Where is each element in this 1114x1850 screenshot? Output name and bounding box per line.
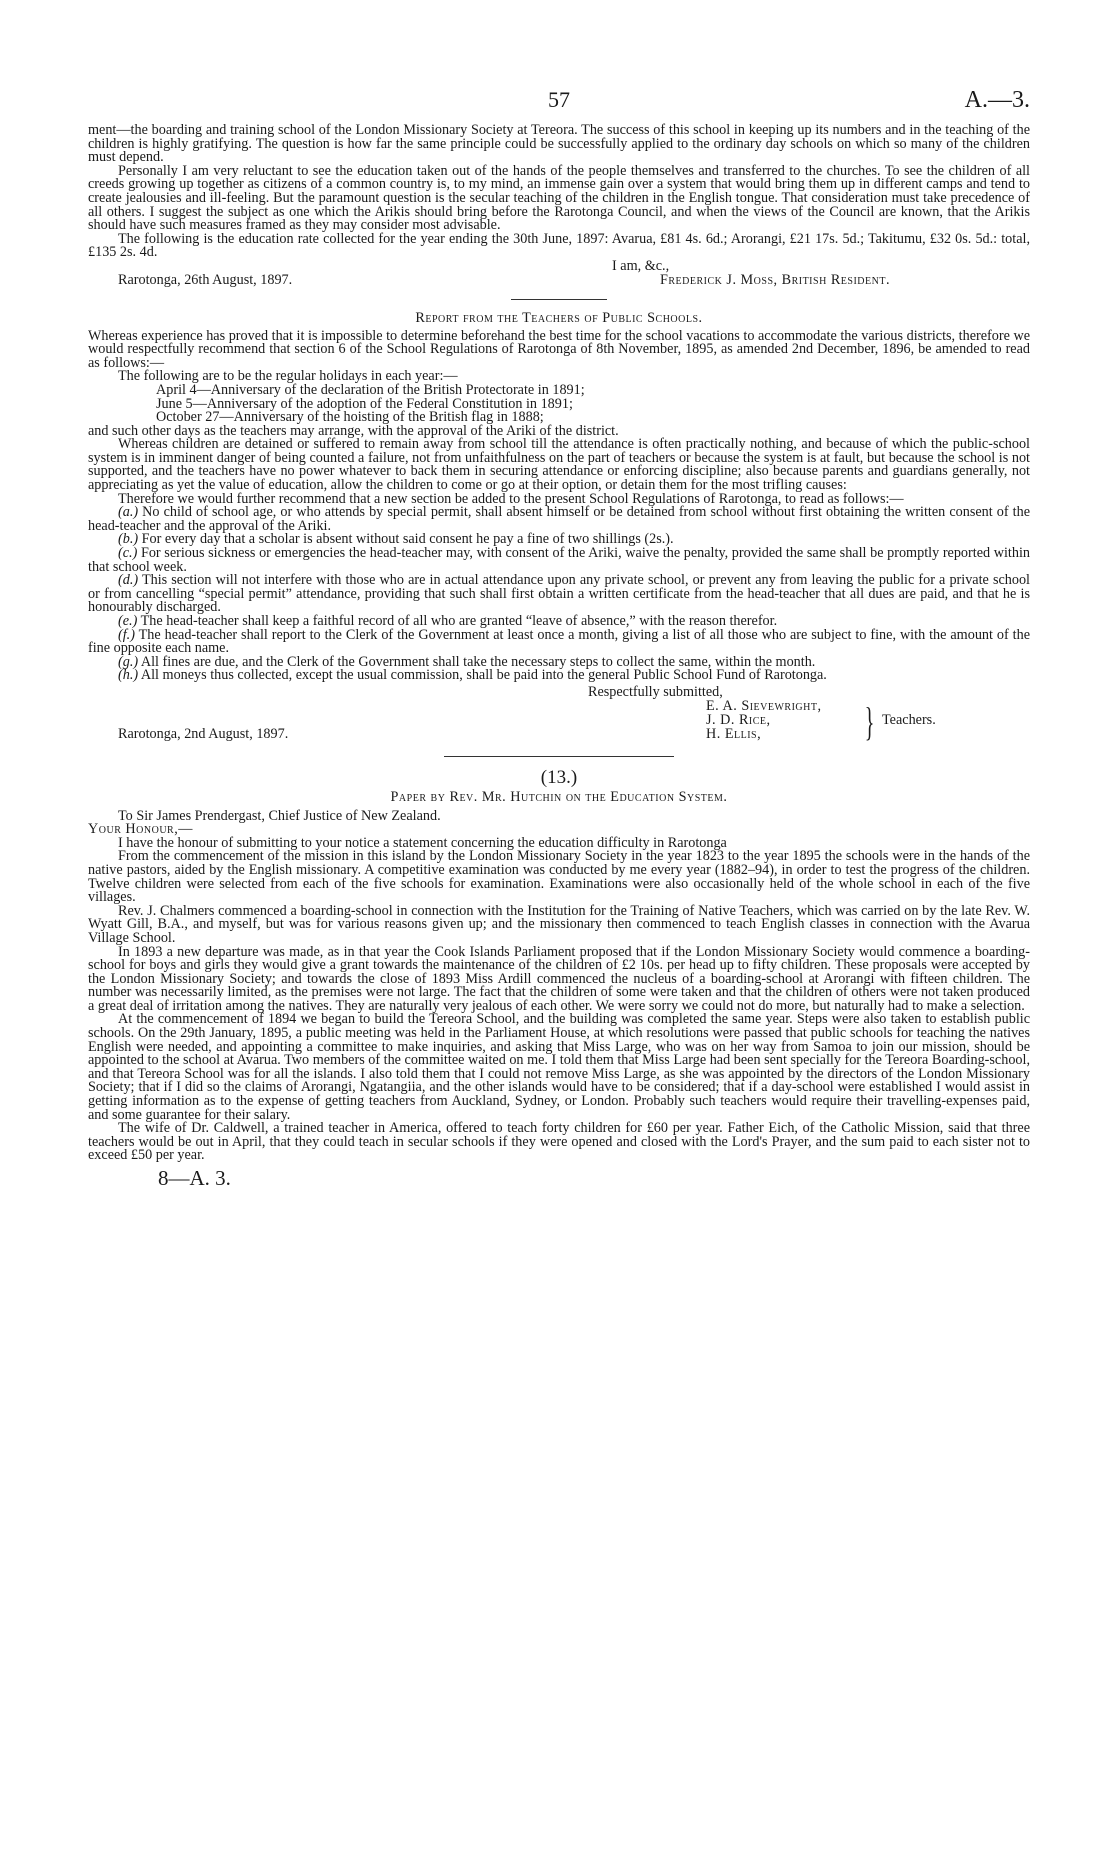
clause-label: (c.) bbox=[118, 545, 138, 562]
closing: Respectfully submitted, bbox=[588, 683, 723, 700]
body-text bbox=[88, 78, 1030, 1189]
clause-label: (b.) bbox=[118, 531, 139, 548]
divider bbox=[444, 756, 674, 757]
divider bbox=[511, 299, 607, 300]
holiday-item: June 5—Anniversary of the adoption of the Federal Constitution in 1891; bbox=[156, 395, 573, 412]
paper-number: (13.) bbox=[540, 766, 578, 788]
paragraph: Whereas experience has proved that it is impossible to determine beforehand the best time for the school vacations to accommodate the various districts, therefore we would respectfully recommend that section 6 of the School Regulations of Rarotonga of 8th November, 1895, as amended 2nd December, 1896, be amended to read as follows:— bbox=[88, 327, 1030, 371]
place-date: Rarotonga, 26th August, 1897. bbox=[118, 271, 293, 288]
clause-text: All fines are due, and the Clerk of the Government shall take the necessary steps to collect the same, within the month. bbox=[138, 653, 816, 670]
paragraph: Whereas children are detained or suffered to remain away from school till the attendance is often practically nothing, and because of which the public-school system is in imminent danger of being counted a failure, not from unfaithfulness on the part of teachers or because the system is at fault, but because the school is not supported, and the teachers have no power whatever to back them in securing attendance or enforcing discipline; also because parents and guardians generally, not appreciating as yet the value of education, allow the children to come or go at their option, or detain them for the most trifling causes: bbox=[88, 436, 1030, 494]
teachers-signature-block bbox=[88, 683, 1030, 744]
clause-text: For serious sickness or emergencies the head-teacher may, with consent of the Ariki, waive the penalty, provided the same shall be promptly reported within that school week. bbox=[88, 545, 1030, 575]
clause bbox=[88, 506, 1030, 533]
paragraph: Therefore we would further recommend that a new section be added to the present School Regulations of Rarotonga, to read as follows:— bbox=[118, 490, 904, 507]
clause bbox=[88, 574, 1030, 615]
clause-label: (d.) bbox=[118, 572, 139, 589]
paragraph: The following is the education rate collected for the year ending the 30th June, 1897: Avarua, £81 4s. 6d.; Arorangi, £21 17s. 5d.; Takitumu, £32 0s. 5d.: total, £135 2s. 4d. bbox=[88, 230, 1030, 261]
clause-label: (g.) bbox=[118, 653, 139, 670]
paragraph: Rev. J. Chalmers commenced a boarding-school in connection with the Institution for the Training of Native Teachers, which was carried on by the late Rev. W. Wyatt Gill, B.A., and myself, but was for various reasons given up; and the missionary then commenced to teach English classes in connection with the Avarua Village School. bbox=[88, 902, 1030, 946]
paragraph: The following are to be the regular holidays in each year:— bbox=[118, 368, 458, 385]
paragraph: ment—the boarding and training school of the London Missionary Society at Tereora. The success of this school in keeping up its numbers and in the teaching of the children is highly gratifying. The question is how far the same principle could be successfully applied to the ordinary day schools on which so many of the children must depend. bbox=[88, 122, 1030, 166]
clause-text: For every day that a scholar is absent without said consent he pay a fine of two shillings (2s.). bbox=[138, 531, 674, 548]
clause-text: The head-teacher shall report to the Clerk of the Government at least once a month, giving a list of all those who are subject to fine, with the amount of the fine opposite each name. bbox=[88, 626, 1030, 657]
clause-text: The head-teacher shall keep a faithful record of all who are granted “leave of absence,” with the reason therefor. bbox=[137, 613, 778, 629]
page-number: 57 bbox=[548, 87, 570, 112]
clause bbox=[88, 547, 1030, 574]
clause-label: (h.) bbox=[118, 667, 139, 684]
salutation: Your Honour,— bbox=[88, 821, 193, 838]
section-title: Report from the Teachers of Public Schools. bbox=[415, 309, 703, 326]
clause-label: (f.) bbox=[118, 626, 135, 643]
signatory: H. Ellis, bbox=[706, 725, 762, 742]
holiday-item: April 4—Anniversary of the declaration of the British Protectorate in 1891; bbox=[156, 381, 585, 398]
clause-text: All moneys thus collected, except the usual commission, shall be paid into the general Public School Fund of Rarotonga. bbox=[138, 667, 827, 684]
signature: Frederick J. Moss, British Resident. bbox=[660, 271, 891, 288]
document-page bbox=[88, 0, 1030, 1189]
place-date: Rarotonga, 2nd August, 1897. bbox=[118, 725, 289, 742]
document-reference: A.—3. bbox=[964, 87, 1030, 113]
role: Teachers. bbox=[882, 711, 936, 728]
moss-letter bbox=[88, 124, 1030, 288]
signatory: E. A. Sievewright, bbox=[706, 697, 822, 714]
paragraph: The wife of Dr. Caldwell, a trained teacher in America, offered to teach forty children for £60 per year. Father Eich, of the Catholic Mission, said that three teachers would be out in April, that they could teach in secular schools if they were opened and closed with the Lord's Prayer, and the sum paid to each sister not to exceed £50 per year. bbox=[88, 1120, 1030, 1164]
paragraph: At the commencement of 1894 we began to build the Tereora School, and the building was completed the same year. Steps were also taken to establish public schools. On the 29th January, 1895, a public meeting was held in the Parliament House, at which resolutions were passed that public schools for teaching the natives English were needed, and appointing a committee to make inquiries, and asking that Miss Large, who was on her way from Samoa to join our mission, should be appointed to the school at Avarua. Two members of the committee waited on me. I told them that Miss Large had been sent specially for the Tereora Boarding-school, and that Tereora School was for all the islands. I also told them that I could not remove Miss Large, as she was appointed by the directors of the London Missionary Society; that if I did so the claims of Arorangi, Ngatangiia, and the other islands would have to be considered; that if a day-school were established I would assist in getting information as to the expense of getting teachers from Auckland, Sydney, or London. Probably such teachers would require their travelling-expenses paid, and some guarantee for their salary. bbox=[88, 1011, 1030, 1123]
clause-text: No child of school age, or who attends by special permit, shall absent himself or be detained from school without first obtaining the written consent of the head-teacher and the approval of the Ariki. bbox=[88, 504, 1030, 534]
paragraph: From the commencement of the mission in this island by the London Missionary Society in the year 1823 to the year 1895 the schools were in the hands of the native pastors, aided by the English missionary. A competitive examination was conducted by me every year (1882–94), in order to test the progress of the children. Twelve children were selected from each of the five schools for examination. Examinations were also occasionally held of the whole school in each of the five villages. bbox=[88, 848, 1030, 906]
clause bbox=[88, 626, 1030, 657]
section-title: Paper by Rev. Mr. Hutchin on the Education System. bbox=[390, 788, 728, 805]
paragraph: I have the honour of submitting to your notice a statement concerning the education difficulty in Rarotonga bbox=[118, 834, 727, 851]
clause bbox=[88, 669, 1030, 683]
holiday-item: October 27—Anniversary of the hoisting of the British flag in 1888; bbox=[156, 409, 544, 426]
clause-text: This section will not interfere with those who are in actual attendance upon any private school, or prevent any from leaving the public for a private school or from cancelling “special permit” attendance, providing that such shall first obtain a written certificate from the head-teacher that all dues are paid, and that he is honourably discharged. bbox=[88, 572, 1030, 616]
paragraph: Personally I am very reluctant to see the education taken out of the hands of the people themselves and transferred to the churches. To see the children of all creeds growing up together as citizens of a common country is, to my mind, an immense gain over a system that would bring them up in different camps and tend to create jealousies and ill-feeling. But the paramount question is the secular teaching of the children in the English tongue. That consideration must take precedence of all others. I suggest the subject as one which the Arikis should bring before the Rarotonga Council, and when the views of the Council are known, that the Arikis should have such measures framed as they may consider most advisable. bbox=[88, 162, 1030, 234]
signatory: J. D. Rice, bbox=[706, 711, 771, 728]
paragraph: In 1893 a new departure was made, as in that year the Cook Islands Parliament proposed that if the London Missionary Society would commence a boarding-school for boys and girls they would give a grant towards the maintenance of the children of £2 10s. per head up to fifty children. These proposals were accepted by the London Missionary Society; and towards the close of 1893 Miss Ardill commenced the nucleus of a boarding-school at Arorangi with fifteen children. The number was necessarily limited, as the premises were not large. The fact that the children of some were taken and that the children of others were not taken produced a great deal of irritation among the natives. They are naturally very jealous of each other. We were sorry we could not do more, but naturally had to make a selection. bbox=[88, 943, 1030, 1014]
clause-label: (e.) bbox=[118, 613, 138, 629]
teachers-report bbox=[88, 309, 1030, 744]
clause-label: (a.) bbox=[118, 504, 139, 521]
closing: I am, &c., bbox=[612, 257, 670, 274]
paragraph: and such other days as the teachers may arrange, with the approval of the Ariki of the district. bbox=[88, 422, 619, 439]
signature-mark: 8—A. 3. bbox=[158, 1166, 231, 1190]
signature-line bbox=[88, 271, 1030, 288]
addressee: To Sir James Prendergast, Chief Justice of New Zealand. bbox=[118, 807, 441, 824]
brace-glyph: } bbox=[864, 698, 875, 744]
hutchin-paper bbox=[88, 767, 1030, 1163]
